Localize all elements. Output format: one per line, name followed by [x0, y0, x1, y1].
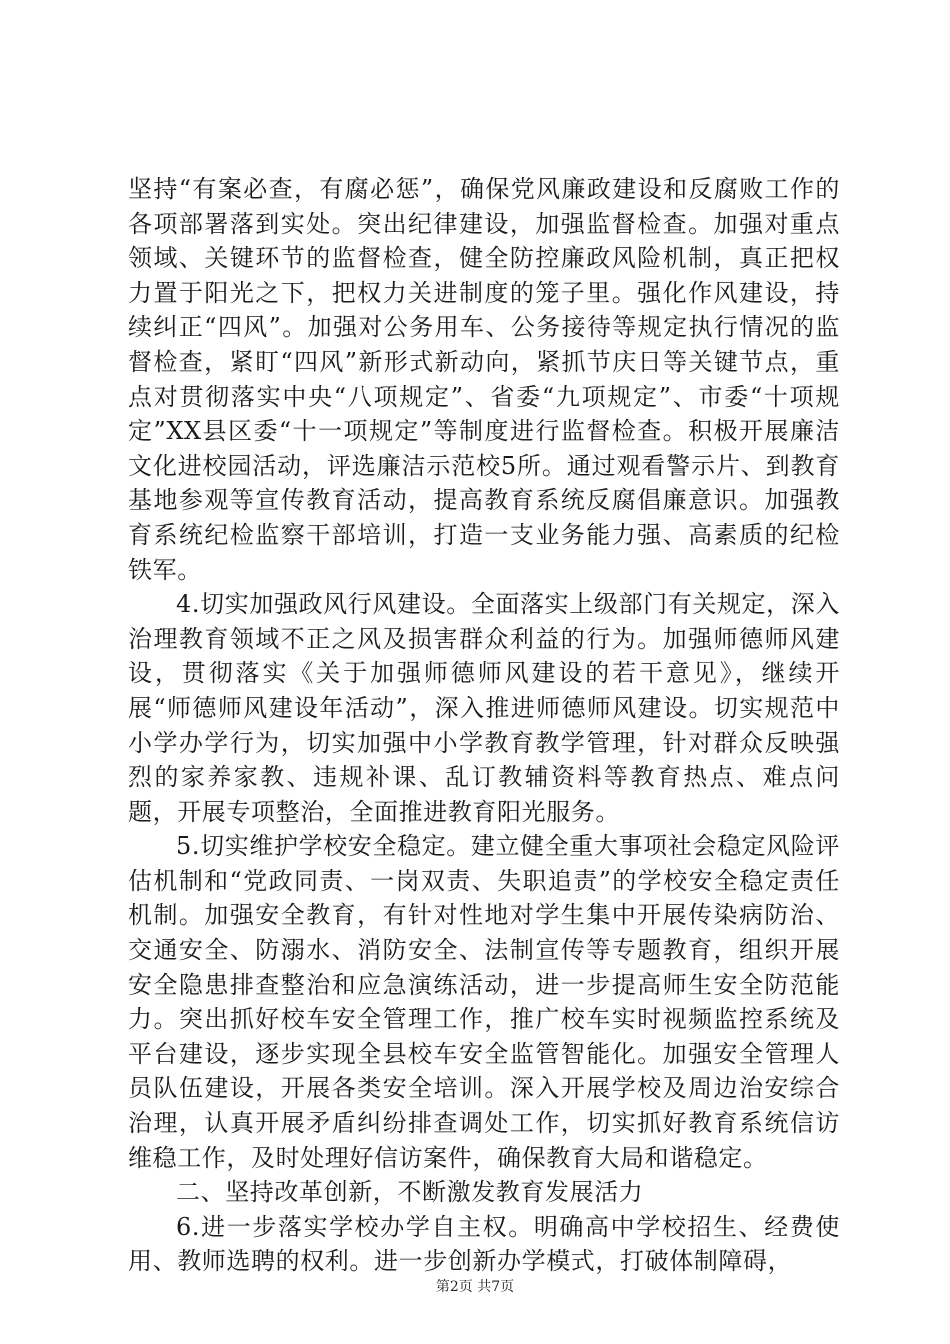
paragraph-2: 4.切实加强政风行风建设。全面落实上级部门有关规定，深入治理教育领域不正之风及损害群众利益的行为。加强师德师风建设，贯彻落实《关于加强师德师风建设的若干意见》，继续开展“师德师风建设年活动”，深入推进师德师风建设。切实规范中小学办学行为，切实加强中小学教育教学管理，针对群众反映强烈的家养家教、违规补课、乱订教辅资料等教育热点、难点问题，开展专项整治，全面推进教育阳光服务。 — [128, 590, 840, 826]
paragraph-1: 坚持“有案必查，有腐必惩”，确保党风廉政建设和反腐败工作的各项部署落到实处。突出纪律建设，加强监督检查。加强对重点领域、关键环节的监督检查，健全防控廉政风险机制，真正把权力置于阳光之下，把权力关进制度的笼子里。强化作风建设，持续纠正“四风”。加强对公务用车、公务接待等规定执行情况的监督检查，紧盯“四风”新形式新动向，紧抓节庆日等关键节点，重点对贯彻落实中央“八项规定”、省委“九项规定”、市委“十项规定”XX县区委“十一项规定”等制度进行监督检查。积极开展廉洁文化进校园活动，评选廉洁示范校5所。通过观看警示片、到教育基地参观等宣传教育活动，提高教育系统反腐倡廉意识。加强教育系统纪检监察干部培训，打造一支业务能力强、高素质的纪检铁军。 — [128, 175, 840, 584]
document-body — [128, 172, 840, 1279]
paragraph-5: 6.进一步落实学校办学自主权。明确高中学校招生、经费使用、教师选聘的权利。进一步创新办学模式，打破体制障碍， — [128, 1212, 840, 1276]
paragraph-3: 5.切实维护学校安全稳定。建立健全重大事项社会稳定风险评估机制和“党政同责、一岗双责、失职追责”的学校安全稳定责任机制。加强安全教育，有针对性地对学生集中开展传染病防治、交通安全、防溺水、消防安全、法制宣传等专题教育，组织开展安全隐患排查整治和应急演练活动，进一步提高师生安全防范能力。突出抓好校车安全管理工作，推广校车实时视频监控系统及平台建设，逐步实现全县校车安全监管智能化。加强安全管理人员队伍建设，开展各类安全培训。深入开展学校及周边治安综合治理，认真开展矛盾纠纷排查调处工作，切实抓好教育系统信访维稳工作，及时处理好信访案件，确保教育大局和谐稳定。 — [128, 832, 840, 1172]
section-heading: 二、坚持改革创新，不断激发教育发展活力 — [176, 1178, 644, 1207]
page-number-footer: 第2页 共7页 — [435, 1279, 515, 1295]
